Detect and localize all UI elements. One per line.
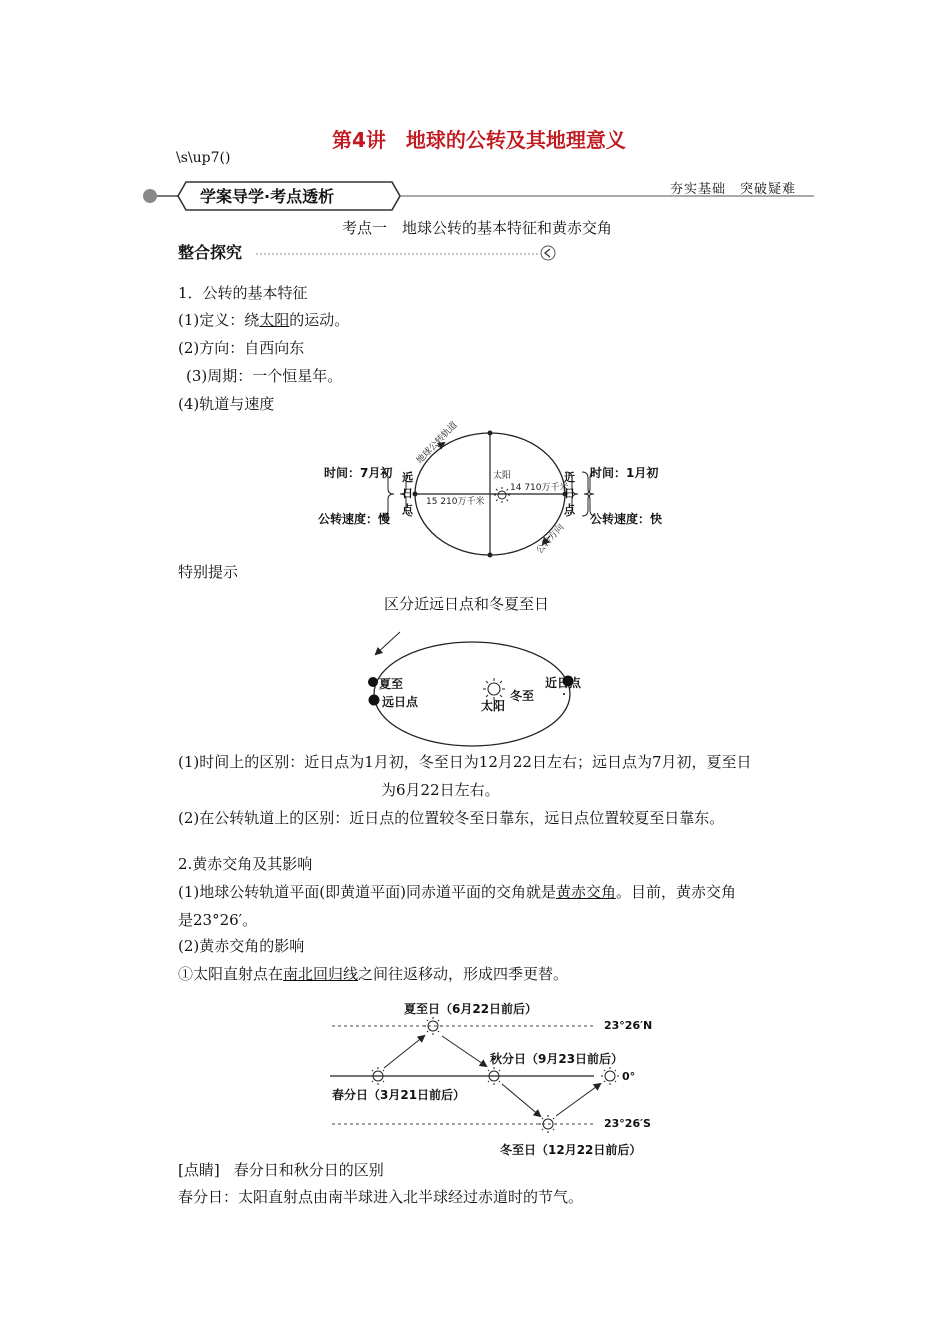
stray-code: \s\up7() [176,150,231,166]
aphelion-label: 远日点 [402,471,413,516]
winter-solstice-label: 冬至日（12月22日前后） [500,1143,642,1157]
p2-heading: 2.黄赤交角及其影响 [178,855,313,873]
speed-left: 公转速度：慢 [318,512,391,526]
banner-left: 学案导学·考点透析 [200,187,335,206]
topic-heading: 考点一 地球公转的基本特征和黄赤交角 [342,219,613,237]
section-rule [256,242,560,264]
p1-orbit: (4)轨道与速度 [178,395,275,413]
perihelion-label: 近日点 [564,471,575,516]
p1-definition: (1)定义：绕太阳的运动。 [178,311,350,329]
diff-line-1: (1)时间上的区别：近日点为1月初，冬至日为12月22日左右；远日点为7月初，夏至日 [178,753,752,771]
summer-solstice-label: 夏至日（6月22日前后） [404,1002,538,1016]
orbit-diagram [318,420,668,562]
sun-next-icon [601,1067,619,1085]
sun-icon [494,487,510,503]
diff-line-2: 为6月22日左右。 [381,781,500,799]
note-line [178,1160,384,1180]
p1-heading: 1．公转的基本特征 [178,284,308,302]
note-text: 春分日和秋分日的区别 [233,1161,384,1179]
sun-label: 太阳 [493,471,512,481]
lat-north-label: 23°26′N [604,1019,653,1032]
winter-dot [563,693,565,695]
banner-right: 夯实基础 突破疑难 [670,182,797,197]
p1-period: (3)周期：一个恒星年。 [186,367,343,385]
page-title: 第4讲 地球的公转及其地理意义 [332,128,626,152]
time-right: 时间：1月初 [590,466,659,480]
p2-line-1: (1)地球公转轨道平面(即黄道平面)同赤道平面的交角就是黄赤交角。目前，黄赤交角 [178,883,736,901]
winter-label: 冬至 [510,689,535,703]
speed-right: 公转速度：快 [590,512,663,526]
p2-line-3: (2)黄赤交角的影响 [178,937,305,955]
p2-line-4: ①太阳直射点在南北回归线之间往返移动，形成四季更替。 [178,965,569,983]
dist-far: 15 210万千米 [426,497,485,507]
aphelion-dot [369,695,380,706]
summer-label: 夏至 [379,677,404,691]
direction-label: 公转方向 [534,522,567,557]
orbit-label: 地球公转轨道 [414,420,460,467]
aphelion-label-2: 远日点 [382,695,419,709]
autumn-equinox-label: 秋分日（9月23日前后） [490,1052,624,1066]
lat-equator-label: 0° [622,1070,636,1083]
p2-line-2: 是23°26′。 [178,911,258,929]
spring-equinox-label: 春分日（3月21日前后） [332,1088,466,1102]
spring-definition: 春分日：太阳直射点由南半球进入北半球经过赤道时的节气。 [178,1188,584,1206]
p1-direction: (2)方向：自西向东 [178,339,305,357]
dist-near: 14 710万千米 [510,483,569,493]
lat-south-label: 23°26′S [604,1117,651,1130]
sun-summer-icon [424,1017,442,1035]
sun-label-2: 太阳 [481,699,506,713]
time-left: 时间：7月初 [324,466,393,480]
summer-dot [368,677,378,687]
section-tag: 整合探究 [178,243,243,262]
tip-label: 特别提示 [178,563,239,581]
tip-heading: 区分近远日点和冬夏至日 [384,595,550,613]
perihelion-label-2: 近日点 [545,676,582,690]
note-tag: [点睛] [178,1161,220,1179]
diff-line-3: (2)在公转轨道上的区别：近日点的位置较冬至日靠东，远日点位置较夏至日靠东。 [178,809,725,827]
